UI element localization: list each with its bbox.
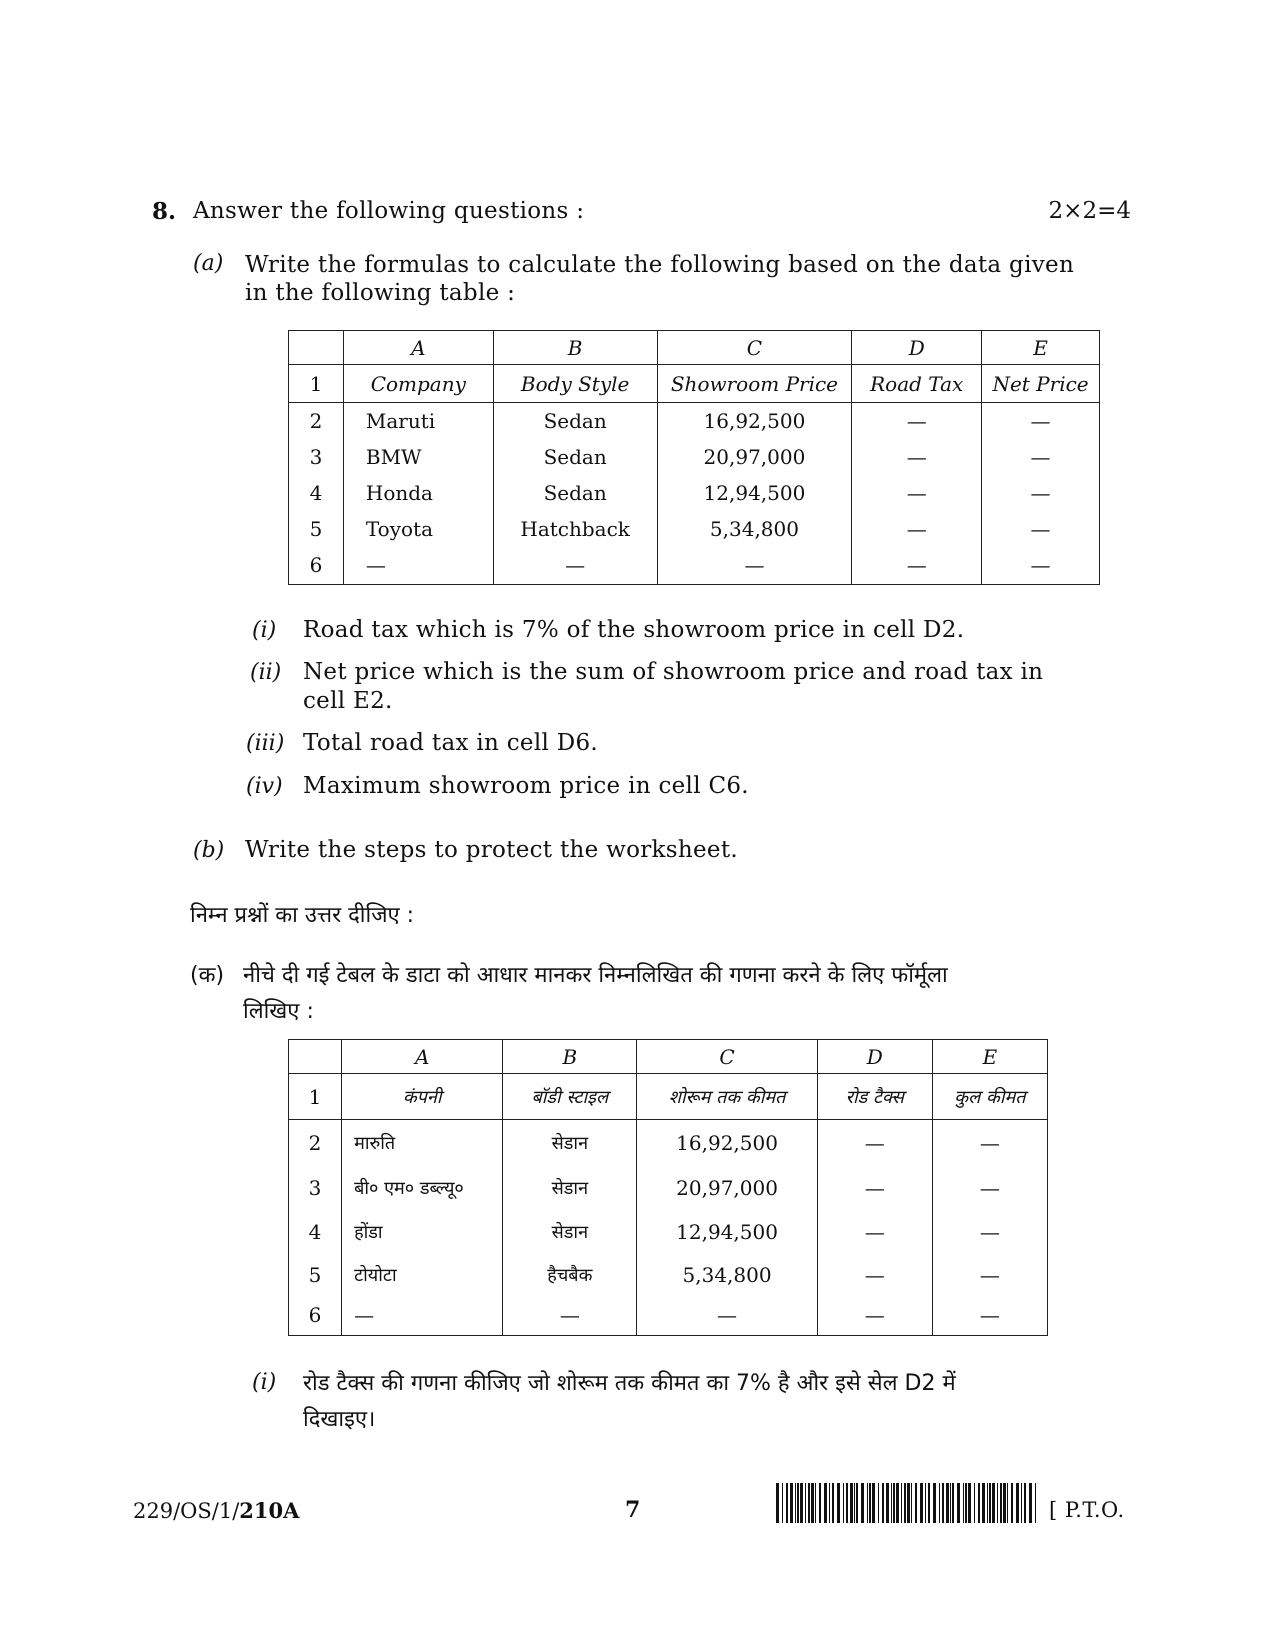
table-cell: Toyota	[343, 511, 493, 547]
table-cell: Hatchback	[493, 511, 657, 547]
table-cell: —	[343, 547, 493, 585]
row-number: 3	[289, 439, 344, 475]
part-a-line1: Write the formulas to calculate the following based on the data given	[245, 252, 1075, 278]
subq-i-text: Road tax which is 7% of the showroom price in cell D2.	[303, 617, 965, 643]
header-cell: कंपनी	[342, 1074, 503, 1120]
table-cell: सेडान	[503, 1166, 637, 1210]
hindi-part-ka-line1: नीचे दी गई टेबल के डाटा को आधार मानकर निम्नलिखित की गणना करने के लिए फॉर्मूला	[243, 963, 948, 988]
table-cell: हैचबैक	[503, 1254, 637, 1296]
header-cell: Road Tax	[852, 365, 982, 403]
header-cell: कुल कीमत	[932, 1074, 1047, 1120]
col-letter: E	[982, 331, 1100, 365]
row-number: 4	[289, 1210, 342, 1254]
table-row	[289, 1120, 1048, 1166]
table-cell: —	[503, 1296, 637, 1336]
col-letter: C	[637, 1040, 817, 1074]
header-cell: शोरूम तक कीमत	[637, 1074, 817, 1120]
table-cell: सेडान	[503, 1210, 637, 1254]
table-cell: —	[493, 547, 657, 585]
table-row	[289, 439, 1100, 475]
table-row	[289, 511, 1100, 547]
table-cell: —	[982, 475, 1100, 511]
subq-iv-text: Maximum showroom price in cell C6.	[303, 773, 749, 799]
row-number: 5	[289, 1254, 342, 1296]
col-letter: C	[657, 331, 852, 365]
part-a-label: (a)	[193, 251, 224, 276]
table-row	[289, 1210, 1048, 1254]
table-cell: —	[817, 1296, 932, 1336]
header-row	[289, 1074, 1048, 1120]
table-cell: —	[342, 1296, 503, 1336]
subq-i-label: (i)	[252, 618, 277, 643]
table-cell: बी० एम० डब्ल्यू०	[342, 1166, 503, 1210]
table-cell: —	[982, 439, 1100, 475]
row-number: 5	[289, 511, 344, 547]
row-number: 1	[289, 365, 344, 403]
row-number: 6	[289, 547, 344, 585]
table-cell: Sedan	[493, 403, 657, 439]
column-letter-row	[289, 1040, 1048, 1074]
table-cell: —	[852, 403, 982, 439]
part-a-line2: in the following table :	[245, 280, 516, 306]
corner-cell	[289, 1040, 342, 1074]
table-cell: 5,34,800	[657, 511, 852, 547]
table-cell: Sedan	[493, 475, 657, 511]
subq-ii-line1: Net price which is the sum of showroom price and road tax in	[303, 659, 1044, 685]
table-cell: —	[657, 547, 852, 585]
table-cell: —	[982, 403, 1100, 439]
hindi-intro: निम्न प्रश्नों का उत्तर दीजिए :	[190, 903, 415, 928]
header-cell: Body Style	[493, 365, 657, 403]
pto-label: [ P.T.O.	[1049, 1498, 1125, 1522]
hindi-subq-i-label: (i)	[252, 1370, 277, 1395]
header-row	[289, 365, 1100, 403]
table-cell: 16,92,500	[657, 403, 852, 439]
table-cell: —	[982, 547, 1100, 585]
col-letter: E	[932, 1040, 1047, 1074]
subq-iii-label: (iii)	[246, 731, 285, 756]
table-row	[289, 1166, 1048, 1210]
subq-iii-text: Total road tax in cell D6.	[303, 730, 599, 756]
table-cell: मारुति	[342, 1120, 503, 1166]
hindi-data-table	[288, 1039, 1048, 1336]
col-letter: D	[852, 331, 982, 365]
table-cell: —	[982, 511, 1100, 547]
table-cell: 20,97,000	[657, 439, 852, 475]
col-letter: B	[493, 331, 657, 365]
table-cell: सेडान	[503, 1120, 637, 1166]
row-number: 2	[289, 1120, 342, 1166]
table-cell: —	[932, 1120, 1047, 1166]
table-cell: Sedan	[493, 439, 657, 475]
table-row	[289, 1254, 1048, 1296]
row-number: 3	[289, 1166, 342, 1210]
table-cell: टोयोटा	[342, 1254, 503, 1296]
table-cell: —	[817, 1210, 932, 1254]
col-letter: A	[343, 331, 493, 365]
subq-iv-label: (iv)	[246, 774, 283, 799]
english-data-table	[288, 330, 1100, 585]
paper-code	[133, 1498, 299, 1523]
question-text: Answer the following questions :	[193, 198, 585, 224]
table-cell: —	[932, 1254, 1047, 1296]
hindi-subq-i-line1: रोड टैक्स की गणना कीजिए जो शोरूम तक कीमत का 7% है और इसे सेल D2 में	[303, 1371, 956, 1396]
row-number: 4	[289, 475, 344, 511]
subq-ii-line2: cell E2.	[303, 688, 393, 714]
table-cell: —	[932, 1296, 1047, 1336]
barcode-icon	[776, 1483, 1040, 1523]
table-cell: —	[817, 1166, 932, 1210]
table-cell: —	[932, 1166, 1047, 1210]
hindi-part-ka-label: (क)	[190, 963, 225, 988]
header-cell: बॉडी स्टाइल	[503, 1074, 637, 1120]
table-row	[289, 475, 1100, 511]
table-cell: 5,34,800	[637, 1254, 817, 1296]
table-cell: 12,94,500	[657, 475, 852, 511]
question-number: 8.	[152, 198, 177, 225]
header-cell: रोड टैक्स	[817, 1074, 932, 1120]
table-row	[289, 403, 1100, 439]
row-number: 2	[289, 403, 344, 439]
table-cell: 16,92,500	[637, 1120, 817, 1166]
table-row	[289, 547, 1100, 585]
part-b-label: (b)	[193, 838, 225, 863]
paper-code-bold: 210A	[239, 1498, 300, 1523]
table-cell: —	[852, 547, 982, 585]
corner-cell	[289, 331, 344, 365]
table-cell: —	[852, 475, 982, 511]
page-number: 7	[625, 1497, 641, 1523]
table-cell: —	[637, 1296, 817, 1336]
column-letter-row	[289, 331, 1100, 365]
col-letter: A	[342, 1040, 503, 1074]
header-cell: Showroom Price	[657, 365, 852, 403]
hindi-subq-i-line2: दिखाइए।	[303, 1407, 376, 1432]
table-row	[289, 1296, 1048, 1336]
header-cell: Net Price	[982, 365, 1100, 403]
table-cell: 12,94,500	[637, 1210, 817, 1254]
table-cell: —	[817, 1254, 932, 1296]
table-cell: Maruti	[343, 403, 493, 439]
header-cell: Company	[343, 365, 493, 403]
table-cell: 20,97,000	[637, 1166, 817, 1210]
row-number: 6	[289, 1296, 342, 1336]
part-b-text: Write the steps to protect the worksheet.	[245, 837, 738, 863]
table-cell: Honda	[343, 475, 493, 511]
subq-ii-label: (ii)	[250, 660, 282, 685]
table-cell: होंडा	[342, 1210, 503, 1254]
table-cell: —	[817, 1120, 932, 1166]
table-cell: —	[852, 439, 982, 475]
table-cell: —	[932, 1210, 1047, 1254]
col-letter: D	[817, 1040, 932, 1074]
table-cell: BMW	[343, 439, 493, 475]
row-number: 1	[289, 1074, 342, 1120]
col-letter: B	[503, 1040, 637, 1074]
hindi-part-ka-line2: लिखिए :	[243, 999, 314, 1024]
paper-code-prefix: 229/OS/1/	[133, 1499, 240, 1523]
table-cell: —	[852, 511, 982, 547]
question-marks: 2×2=4	[1048, 198, 1131, 224]
